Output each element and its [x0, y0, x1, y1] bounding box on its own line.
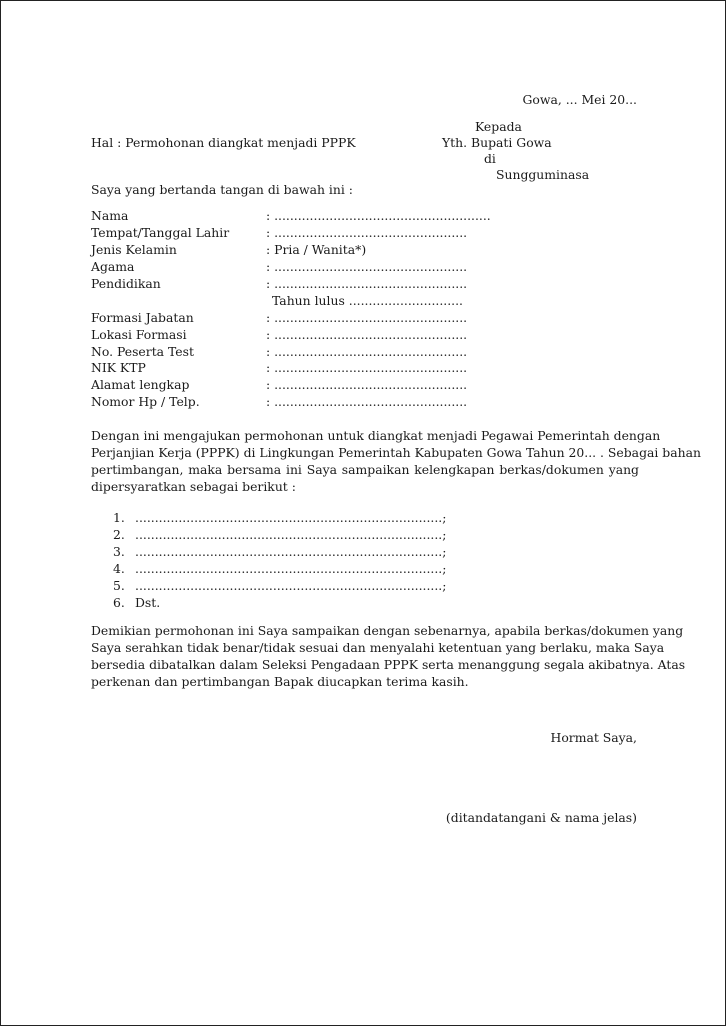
field-label: Lokasi Formasi [91, 327, 187, 342]
list-number: 3. [113, 544, 125, 559]
paragraph-line: pertimbangan, maka bersama ini Saya sampaikan kelengkapan berkas/dokumen yang [91, 462, 639, 477]
paragraph-line: Demikian permohonan ini Saya sampaikan dengan sebenarnya, apabila berkas/dokumen yang [91, 623, 684, 638]
list-number: 2. [113, 527, 125, 542]
list-item: ..............................................................................; [135, 544, 447, 559]
field-label: Pendidikan [91, 276, 161, 291]
field-label: Formasi Jabatan [91, 310, 194, 325]
paragraph-line: Perjanjian Kerja (PPPK) di Lingkungan Pemerintah Kabupaten Gowa Tahun 20... . Sebagai bahan [91, 445, 701, 460]
field-value: : ................................................. [266, 276, 468, 291]
list-item: Dst. [135, 595, 161, 610]
field-label: NIK KTP [91, 360, 146, 375]
closing-salutation: Hormat Saya, [550, 730, 637, 745]
field-label: Tempat/Tanggal Lahir [91, 225, 230, 240]
field-value-graduation-year: Tahun lulus ............................. [272, 293, 463, 308]
paragraph-line: Dengan ini mengajukan permohonan untuk diangkat menjadi Pegawai Pemerintah dengan [91, 428, 661, 443]
list-number: 6. [113, 595, 125, 610]
recipient-line-1: Kepada [475, 119, 522, 134]
intro-line: Saya yang bertanda tangan di bawah ini : [91, 182, 353, 197]
field-value: : ................................................. [266, 259, 468, 274]
date-line: Gowa, ... Mei 20... [522, 92, 637, 107]
paragraph-line: Saya serahkan tidak benar/tidak sesuai dan menyalahi ketentuan yang berlaku, maka Saya [91, 640, 665, 655]
field-value: : ................................................. [266, 360, 468, 375]
field-value: : ................................................. [266, 377, 468, 392]
paragraph-line: perkenan dan pertimbangan Bapak diucapkan terima kasih. [91, 674, 469, 689]
signature-note: (ditandatangani & nama jelas) [445, 810, 637, 825]
list-number: 5. [113, 578, 125, 593]
list-item: ..............................................................................; [135, 561, 447, 576]
paragraph-line: bersedia dibatalkan dalam Seleksi Pengadaan PPPK serta menanggung segala akibatnya. Atas [91, 657, 686, 672]
field-label: No. Peserta Test [91, 344, 194, 359]
field-label: Jenis Kelamin [91, 242, 177, 257]
closing-paragraph [91, 622, 686, 690]
field-value: : ................................................. [266, 344, 468, 359]
list-number: 1. [113, 510, 125, 525]
list-number: 4. [113, 561, 125, 576]
paragraph-line: dipersyaratkan sebagai berikut : [91, 479, 296, 494]
field-label: Nomor Hp / Telp. [91, 394, 200, 409]
subject-line: Hal : Permohonan diangkat menjadi PPPK [91, 135, 356, 150]
field-value: : ................................................. [266, 394, 468, 409]
field-value: : Pria / Wanita*) [266, 242, 367, 257]
field-value: : ................................................. [266, 327, 468, 342]
list-item: ..............................................................................; [135, 527, 447, 542]
field-value: : ................................................. [266, 225, 468, 240]
list-item: ..............................................................................; [135, 510, 447, 525]
recipient-line-4: Sungguminasa [496, 167, 590, 182]
recipient-line-3: di [484, 151, 496, 166]
field-label: Agama [91, 259, 135, 274]
recipient-line-2: Yth. Bupati Gowa [442, 135, 552, 150]
field-label: Nama [91, 208, 129, 223]
field-value: : ................................................. [266, 310, 468, 325]
list-item: ..............................................................................; [135, 578, 447, 593]
field-value: : ....................................................... [266, 208, 491, 223]
request-paragraph [91, 427, 701, 495]
field-label: Alamat lengkap [91, 377, 190, 392]
